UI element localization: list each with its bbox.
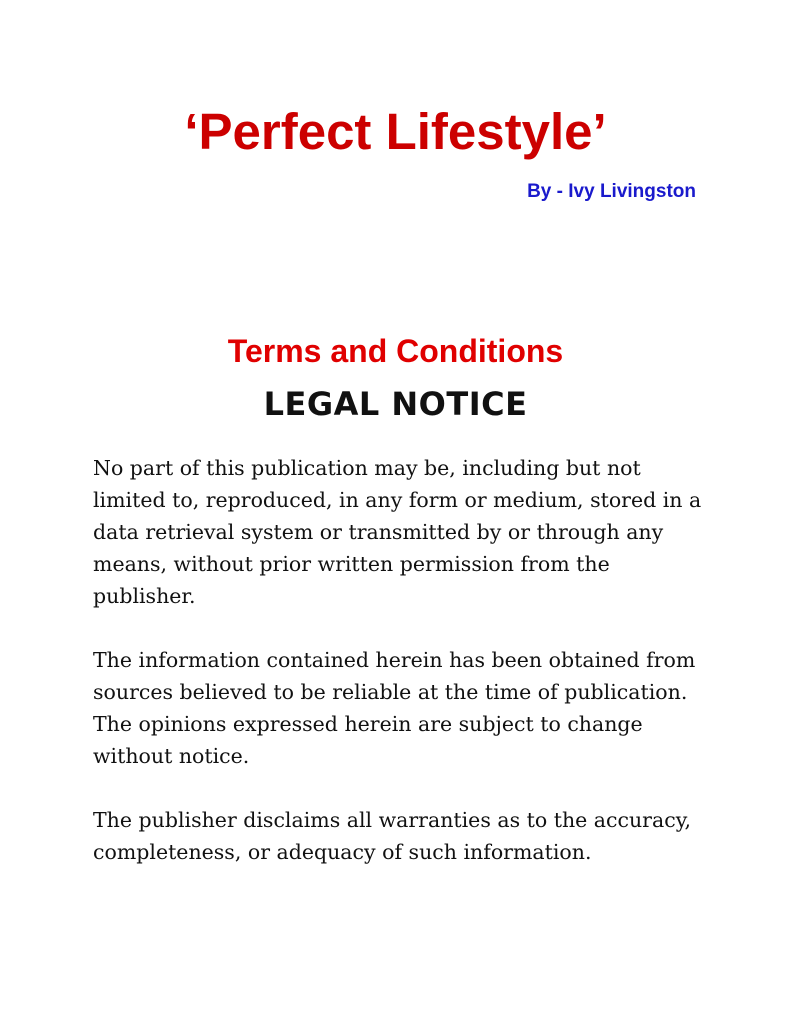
paragraph-copyright: No part of this publication may be, including but not limited to, reproduced, in any form or medium, stored in a data retrieval system or transmitted by or through any means, without prior written permission from the publisher. bbox=[93, 456, 702, 608]
paragraph-information: The information contained herein has been obtained from sources believed to be reliable at the time of publication. The opinions expressed herein are subject to change without notice. bbox=[93, 648, 696, 768]
author-byline: By - Ivy Livingston bbox=[527, 181, 696, 202]
legal-notice-heading: LEGAL NOTICE bbox=[263, 385, 528, 423]
document-title: ‘Perfect Lifestyle’ bbox=[184, 103, 607, 160]
body-text bbox=[93, 452, 703, 900]
paragraph-disclaimer: The publisher disclaims all warranties as to the accuracy, completeness, or adequacy of such information. bbox=[93, 808, 692, 864]
section-title: Terms and Conditions bbox=[227, 333, 564, 369]
